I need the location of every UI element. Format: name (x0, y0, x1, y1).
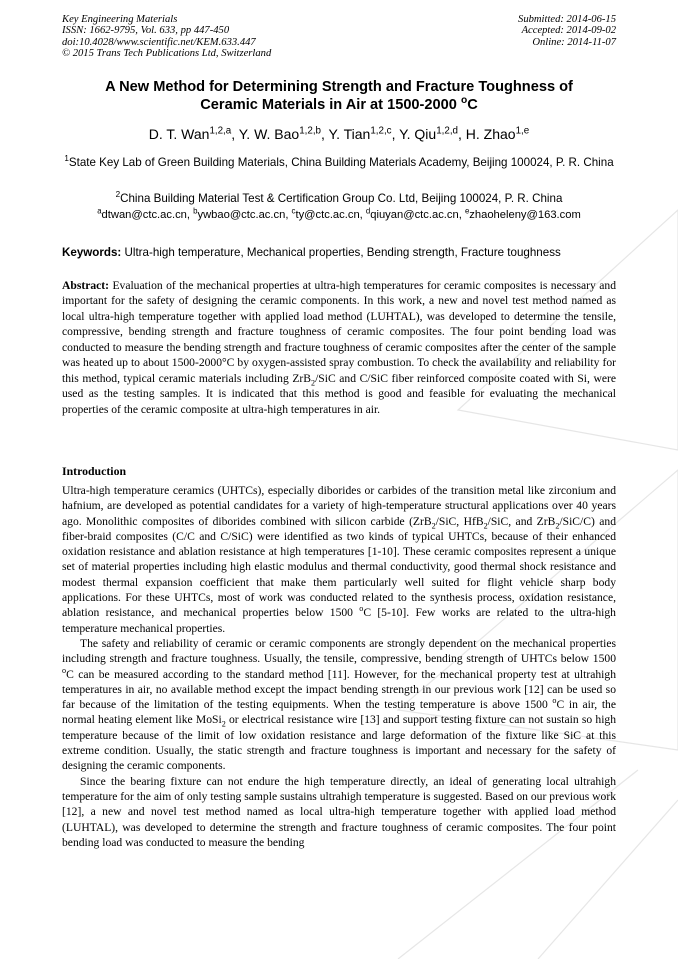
copyright: © 2015 Trans Tech Publications Ltd, Switzerland (62, 48, 272, 60)
author-list (62, 126, 616, 142)
doi: doi:10.4028/www.scientific.net/KEM.633.447 (62, 36, 256, 48)
author (149, 126, 239, 142)
abstract-text: Evaluation of the mechanical properties at ultra-high temperatures for ceramic composites is necessary and important for the safety of designing the ceramic components. In this work, a new and novel test method named as local ultra-high temperature together with applied load method (LUHTAL), was developed to determine the tensile, compressive, bending strength and fracture toughness of ceramic composites. The four point bending load was conducted to measure the bending strength and fracture toughness of ceramic composites after the center of the sample was heated up to about 1500-2000°C by oxygen-assisted spray combustion. To check the availability and reliability for this method, typical ceramic materials including ZrB (62, 279, 616, 385)
header-left (62, 14, 271, 60)
email-address[interactable]: dtwan@ctc.ac.cn (101, 209, 187, 221)
author-affil-sup: 1,2,c (370, 125, 392, 137)
paragraph-text: C in air, the normal heating element like MoSi (62, 698, 617, 727)
email[interactable] (464, 206, 581, 221)
title-line-2-unit: C (467, 96, 478, 113)
subscript: 2 (221, 719, 226, 729)
degree-sup: o (359, 604, 364, 614)
abstract-subscript: 2 (311, 378, 316, 388)
issn: ISSN: 1662-9795, Vol. 633, pp 447-450 (62, 25, 230, 37)
author-name: D. T. Wan (148, 126, 210, 142)
paper-title (62, 79, 616, 114)
affiliation-sup: 2 (115, 190, 121, 200)
email-sup: b (193, 206, 198, 216)
author (239, 126, 329, 142)
accepted-date: Accepted: 2014-09-02 (521, 25, 616, 37)
author-name: Y. Qiu (399, 126, 437, 142)
title-line-2-text: Ceramic Materials in Air at 1500-2000 (200, 96, 461, 113)
author-separator: , (231, 126, 239, 142)
affiliation-text: State Key Lab of Green Building Materials, China Building Materials Academy, Beijing 100024, P. R. China (68, 156, 614, 169)
online-date: Online: 2014-11-07 (532, 36, 616, 48)
abstract (62, 278, 616, 417)
keywords (62, 246, 616, 259)
email-sup: c (291, 206, 296, 216)
author-name: Y. Tian (328, 126, 371, 142)
author-affil-sup: 1,2,b (299, 125, 322, 137)
email-sup: e (464, 206, 470, 216)
author (466, 126, 529, 142)
author-name: H. Zhao (465, 126, 516, 142)
header-right (518, 14, 616, 48)
degree-sup: o (552, 696, 557, 706)
author-affil-sup: 1,2,a (209, 125, 232, 137)
intro-paragraph-1 (62, 483, 616, 636)
email[interactable] (365, 206, 459, 221)
email-address[interactable]: qiuyan@ctc.ac.cn (370, 209, 459, 221)
email[interactable] (193, 206, 286, 221)
title-line-1: A New Method for Determining Strength and Fracture Toughness of (105, 79, 573, 95)
author (399, 126, 466, 142)
author-name: Y. W. Bao (238, 126, 300, 142)
paragraph-text: C can be measured according to the standard method [11]. However, for the mechanical property test at ultrahigh temperatures in air, no available method except the impact bending strength in our previous work [12] can be used so far because of the limitation of the testing equipments. When the testing temperature is above 1500 (62, 667, 616, 712)
email-sup: a (97, 206, 102, 216)
email-sup: d (365, 206, 371, 216)
affiliation-2 (62, 191, 616, 206)
email-address[interactable]: zhaoheleny@163.com (469, 209, 581, 221)
journal-name: Key Engineering Materials (62, 14, 178, 25)
author-separator: , (458, 126, 466, 142)
introduction-body (62, 483, 616, 850)
submitted-date: Submitted: 2014-06-15 (518, 14, 616, 25)
paragraph-text: Ultra-high temperature ceramics (UHTCs), especially diborides or carbides of the transition metal like zirconium and hafnium, are developed as potential candidates for a variety of high-temperature structural applications over 40 years ago. Monolithic composites of diborides combined with silicon carbide (ZrB (62, 484, 616, 528)
author (329, 126, 400, 142)
title-line-2 (62, 94, 616, 115)
email[interactable] (291, 206, 360, 221)
author-affil-sup: 1,2,d (436, 125, 459, 137)
email-address[interactable]: ywbao@ctc.ac.cn (197, 209, 286, 221)
author-separator: , (391, 126, 400, 142)
keywords-label: Keywords: (62, 246, 122, 259)
abstract-label: Abstract: (62, 279, 110, 292)
degree-sup: o (460, 94, 468, 106)
email[interactable] (97, 206, 187, 221)
paragraph-text: /SiC, and ZrB (487, 514, 556, 528)
paragraph-text: The safety and reliability of ceramic or ceramic components are strongly dependent on the mechanical properties including strength and fracture toughness. Usually, the tensile, compressive, bending strength of UHTCs below 1500 (62, 636, 616, 666)
affiliation-text: China Building Material Test & Certification Group Co. Ltd, Beijing 100024, P. R. China (120, 192, 563, 205)
keywords-text: Ultra-high temperature, Mechanical properties, Bending strength, Fracture toughness (121, 246, 561, 259)
email-address[interactable]: ty@ctc.ac.cn (295, 209, 360, 221)
paragraph-text: or electrical resistance wire [13] and support testing fixture can not sustain so high temperature because of the limit of low oxidation resistance and large deformation of the fixture like SiC at this extreme condition. Usually, the static strength and fracture toughness is important and necessary for the safety of designing the ceramic components. (62, 713, 617, 773)
author-separator: , (321, 126, 329, 142)
email-list: $^a$dtwan@ctc.ac.cn, $^b$ywbao@ctc.ac.cn, $^c$ty@ctc.ac.cn, $^d$qiuyan@ctc.ac.cn, $^e$zhaoheleny@163.com (97, 206, 581, 221)
subscript: 2 (431, 520, 436, 530)
paragraph-text: /SiC, HfB (435, 514, 484, 528)
abstract-text: /SiC and C/SiC fiber reinforced composite coated with Si, were used as the testing samples. It is indicated that this method is good and feasible for evaluating the mechanical properties of the ceramic composite at ultra-high temperatures in air. (62, 371, 617, 416)
degree-sup: o (62, 665, 67, 675)
paragraph-text: C [5-10]. Few works are related to the ultra-high temperature mechanical properties. (62, 606, 616, 635)
affiliation-1 (62, 155, 616, 170)
introduction-heading: Introduction (62, 464, 127, 478)
author-affil-sup: 1,e (515, 125, 530, 137)
intro-paragraph-3: Since the bearing fixture can not endure the high temperature directly, an ideal of generating local ultrahigh temperature for the aim of only testing sample sustains ultrahigh temperature is suggested. Based on our previous work [12], a new and novel test method named as local ultra-high temperature together with applied load method (LUHTAL), was developed to determine the strength and fracture toughness of ceramic composites. The four point bending load was conducted to measure the bending (62, 774, 616, 849)
subscript: 2 (483, 520, 488, 530)
affiliation-sup: 1 (64, 154, 69, 164)
journal-header (62, 14, 616, 60)
paragraph-text: /SiC/C) and fiber-braid composites (C/C and C/SiC) were identified as two kinds of typical UHTCs, because of their enhanced oxidation resistance and ablation resistance at high temperatures [1-10]. These ceramic composites represent a unique set of material properties including high elastic modulus and thermal conductivity, good thermal shock resistance and modest thermal expansion coefficient that make them particularly well suited for flight vehicle sharp body applications. For these UHTCs, most of work was conducted related to the synthesis process, oxidation resistance, ablation resistance, and mechanical properties below 1500 (62, 514, 616, 620)
intro-paragraph-2 (62, 636, 616, 774)
subscript: 2 (555, 520, 560, 530)
